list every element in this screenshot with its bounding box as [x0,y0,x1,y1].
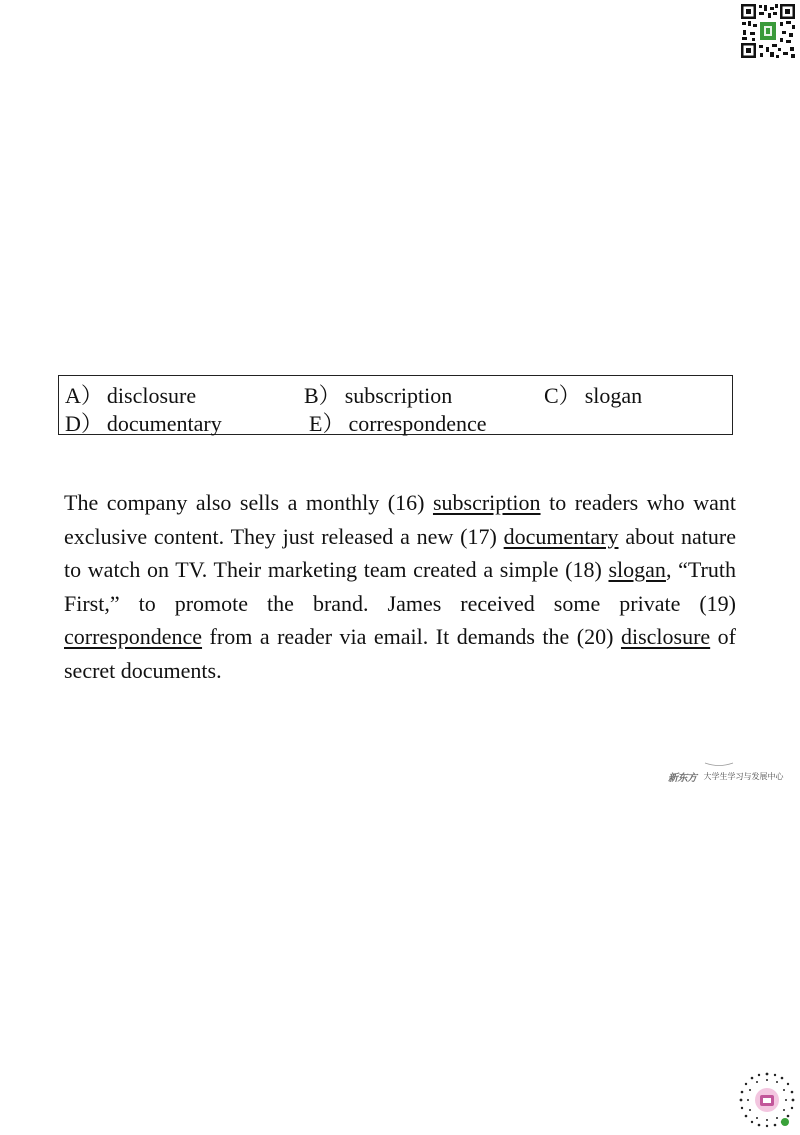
cloze-passage [64,486,736,687]
answer-18: slogan [608,557,666,582]
option-letter: A） [65,383,103,408]
answer-20: disclosure [620,624,711,649]
answer-19: correspondence [64,624,203,649]
option-word: slogan [584,383,643,408]
logo-mark: 新东方 [668,772,697,784]
passage-text: to readers who want exclusive content. They just released a new (17) [64,490,736,549]
option-c [544,379,642,410]
option-d [65,407,222,438]
passage-text: The company also sells a monthly (16) [64,490,433,515]
option-b [304,379,452,410]
passage-text: about nature to watch on TV. Their marketing team created a simple (18) [64,523,736,582]
answer-17: documentary [503,523,619,549]
option-letter: D） [65,411,103,436]
option-a [65,379,196,410]
logo-arc-icon [704,762,734,768]
option-letter: B） [304,383,341,408]
option-letter: E） [309,411,345,436]
passage-text: , “Truth First,” to promote the brand. James received some private (19) [64,557,736,616]
passage-text: from a reader via email. It demands the (20) [202,624,621,649]
answer-16: subscription [432,490,541,515]
qr-code-icon [740,3,796,59]
mini-program-code-icon [737,1070,797,1130]
option-e [309,407,487,438]
passage-text: of secret documents. [64,624,737,683]
option-letter: C） [544,383,581,408]
option-word: correspondence [348,411,487,436]
brand-logo [668,768,784,784]
option-word: disclosure [106,383,197,408]
option-word: subscription [344,383,453,408]
option-word: documentary [106,411,222,436]
word-bank-box [58,375,733,435]
logo-text: 大学生学习与发展中心 [703,771,784,781]
